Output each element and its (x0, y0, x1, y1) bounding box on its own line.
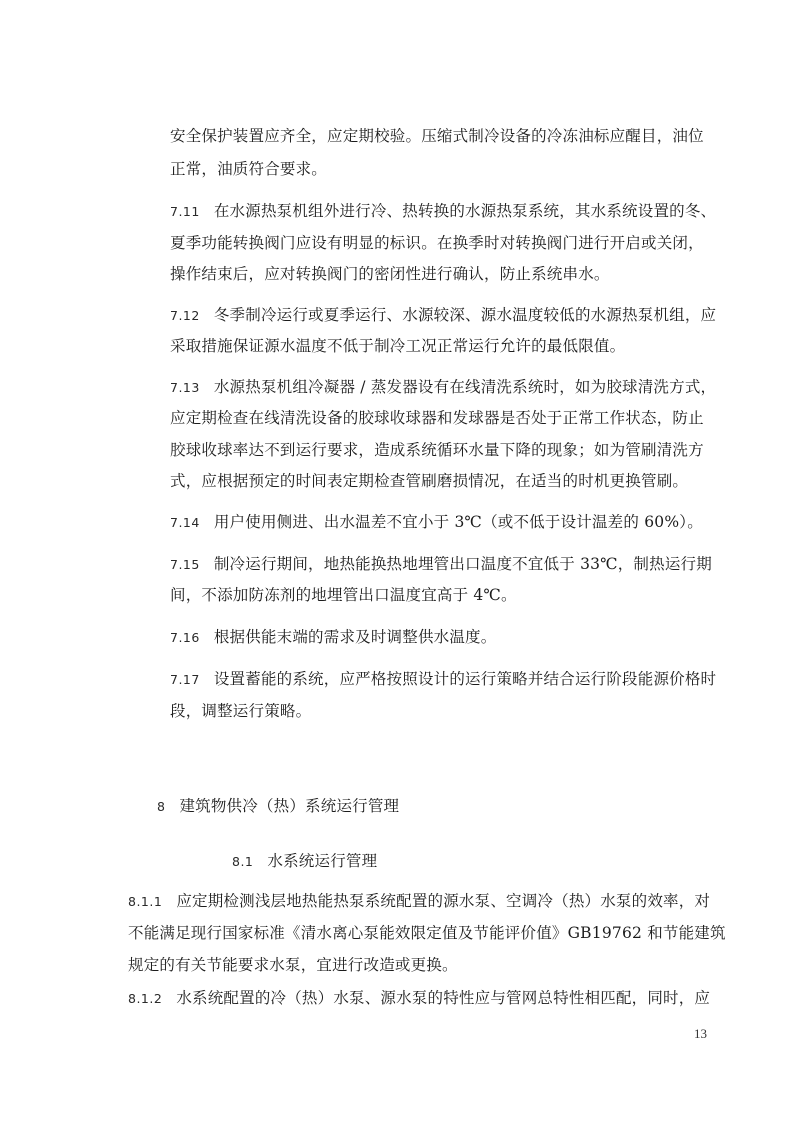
clause-number: 7.14 (170, 515, 200, 530)
clause-text: 水源热泵机组冷凝器 / 蒸发器设有在线清洗系统时，如为胶球清洗方式， (213, 378, 717, 396)
page-number: 13 (694, 1026, 707, 1041)
clause-text: 冬季制冷运行或夏季运行、水源较深、源水温度较低的水源热泵机组，应 (213, 306, 717, 324)
clause-number: 7.16 (170, 630, 200, 645)
clause-7-13-line-1 (170, 377, 716, 398)
paragraph-line: 正常，油质符合要求。 (170, 160, 328, 178)
paragraph-line: 规定的有关节能要求水泵，宜进行改造或更换。 (128, 956, 458, 974)
clause-number: 7.17 (170, 672, 200, 687)
paragraph-line: 不能满足现行国家标准《清水离心泵能效限定值及节能评价值》GB19762 和节能建筑 (128, 924, 726, 942)
paragraph-line: 间，不添加防冻剂的地埋管出口温度宜高于 4℃。 (170, 586, 517, 604)
clause-7-12-line-1 (170, 305, 716, 326)
clause-number: 8.1.2 (128, 991, 163, 1006)
clause-7-16-line-1 (170, 627, 496, 648)
clause-text: 在水源热泵机组外进行冷、热转换的水源热泵系统，其水系统设置的冬、 (213, 202, 717, 220)
paragraph-line: 应定期检查在线清洗设备的胶球收球器和发球器是否处于正常工作状态，防止 (170, 409, 704, 427)
clause-text: 应定期检测浅层地热能热泵系统配置的源水泵、空调冷（热）水泵的效率，对 (176, 892, 711, 910)
section-8-heading (157, 796, 399, 817)
clause-number: 8.1.1 (128, 894, 163, 909)
paragraph-line: 采取措施保证源水温度不低于制冷工况正常运行允许的最低限值。 (170, 337, 626, 355)
section-number: 8.1 (232, 854, 254, 869)
section-title: 建筑物供冷（热）系统运行管理 (179, 797, 400, 815)
clause-text: 制冷运行期间，地热能换热地埋管出口温度不宜低于 33℃，制热运行期 (213, 555, 712, 573)
paragraph-line: 安全保护装置应齐全，应定期校验。压缩式制冷设备的冷冻油标应醒目，油位 (170, 127, 704, 145)
paragraph-line: 胶球收球率达不到运行要求，造成系统循环水量下降的现象；如为管刷清洗方 (170, 441, 704, 459)
clause-8-1-1-line-1 (128, 891, 710, 912)
paragraph-line: 段，调整运行策略。 (170, 702, 312, 720)
clause-text: 根据供能末端的需求及时调整供水温度。 (213, 628, 497, 646)
paragraph-line: 操作结束后，应对转换阀门的密闭性进行确认，防止系统串水。 (170, 265, 610, 283)
clause-text: 设置蓄能的系统，应严格按照设计的运行策略并结合运行阶段能源价格时 (213, 670, 717, 688)
section-8-1-heading (232, 851, 377, 872)
clause-7-11-line-1 (170, 201, 716, 222)
clause-text: 水系统配置的冷（热）水泵、源水泵的特性应与管网总特性相匹配，同时，应 (176, 989, 711, 1007)
clause-number: 7.12 (170, 308, 200, 323)
paragraph-line: 夏季功能转换阀门应设有明显的标识。在换季时对转换阀门进行开启或关闭， (170, 234, 704, 252)
clause-7-14-line-1 (170, 512, 703, 533)
clause-7-17-line-1 (170, 669, 716, 690)
section-number: 8 (157, 799, 166, 814)
section-title: 水系统运行管理 (267, 852, 378, 870)
clause-number: 7.13 (170, 380, 200, 395)
clause-number: 7.15 (170, 557, 200, 572)
clause-number: 7.11 (170, 204, 200, 219)
clause-text: 用户使用侧进、出水温差不宜小于 3℃（或不低于设计温差的 60%）。 (213, 513, 703, 531)
paragraph-line: 式，应根据预定的时间表定期检查管刷磨损情况，在适当的时机更换管刷。 (170, 472, 689, 490)
clause-8-1-2-line-1 (128, 988, 710, 1009)
clause-7-15-line-1 (170, 554, 712, 575)
